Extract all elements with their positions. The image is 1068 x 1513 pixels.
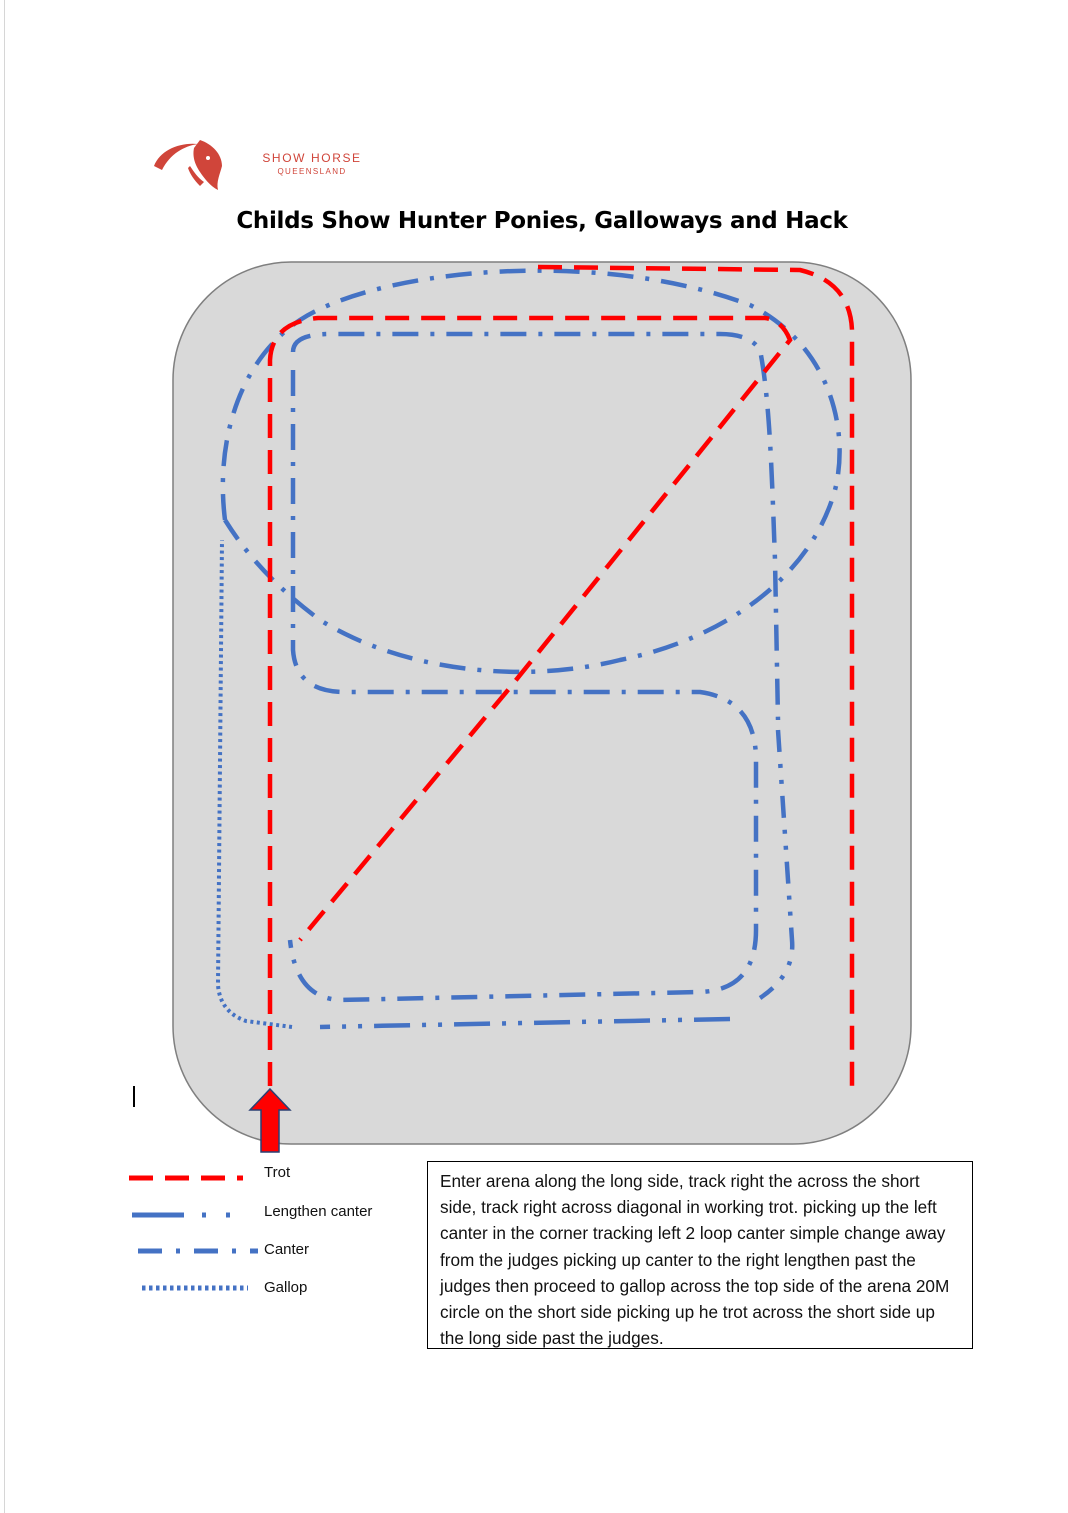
legend-label-trot: Trot: [264, 1164, 291, 1181]
arena: [173, 262, 911, 1144]
brand-line2: QUEENSLAND: [277, 167, 347, 176]
brand-line1: SHOW HORSE: [262, 151, 362, 165]
legend-label-canter: Canter: [264, 1241, 310, 1258]
legend-label-gallop: Gallop: [264, 1279, 308, 1296]
text-cursor: [133, 1086, 135, 1107]
legend-label-lengthen-canter: Lengthen canter: [264, 1203, 373, 1220]
instructions-box: Enter arena along the long side, track right the across the short side, track right across diagonal in working trot. picking up the left canter in the corner tracking left 2 loop canter simple change away from the judges picking up canter to the right lengthen past the judges then proceed to gallop across the top side of the arena 20M circle on the short side picking up he trot across the short side up the long side past the judges.: [427, 1161, 973, 1349]
page-title: Childs Show Hunter Ponies, Galloways and Hack: [236, 208, 848, 234]
